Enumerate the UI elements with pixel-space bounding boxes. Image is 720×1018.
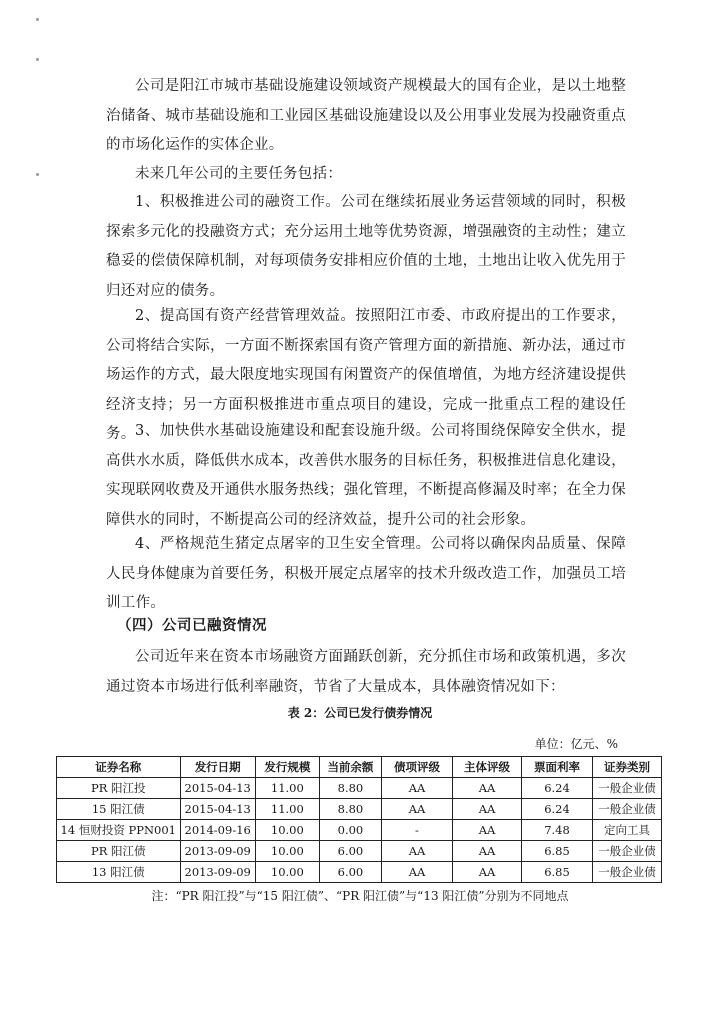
cell-issuer-rating: AA	[452, 862, 521, 883]
paragraph-task-1: 1、积极推进公司的融资工作。公司在继续拓展业务运营领域的同时，积极探索多元化的投融资方式；充分运用土地等优势资源，增强融资的主动性；建立稳妥的偿债保障机制，对每项债务安排相应价值的土地，土地出让收入优先用于归还对应的债务。	[106, 194, 626, 299]
cell-security-name: 13 阳江债	[57, 862, 181, 883]
cell-security-name: 15 阳江债	[57, 799, 181, 820]
table-header-row	[57, 757, 662, 778]
table-row	[57, 799, 662, 820]
cell-security-type: 一般企业债	[592, 799, 661, 820]
cell-issue-rating: AA	[382, 862, 453, 883]
cell-coupon-rate: 6.85	[522, 862, 593, 883]
cell-issue-size: 10.00	[255, 841, 319, 862]
cell-issuer-rating: AA	[452, 778, 521, 799]
cell-issue-rating: -	[382, 820, 453, 841]
cell-current-balance: 0.00	[319, 820, 381, 841]
header-security-type: 证券类别	[592, 757, 661, 778]
cell-security-type: 一般企业债	[592, 841, 661, 862]
header-issuer-rating: 主体评级	[452, 757, 521, 778]
header-issue-size: 发行规模	[255, 757, 319, 778]
cell-current-balance: 8.80	[319, 778, 381, 799]
cell-issue-date: 2014-09-16	[180, 820, 255, 841]
table-row	[57, 862, 662, 883]
header-coupon-rate: 票面利率	[522, 757, 593, 778]
table-row	[57, 841, 662, 862]
cell-issuer-rating: AA	[452, 820, 521, 841]
header-issue-date: 发行日期	[180, 757, 255, 778]
scan-speck	[36, 58, 39, 61]
cell-coupon-rate: 6.24	[522, 778, 593, 799]
cell-issue-size: 11.00	[255, 778, 319, 799]
cell-issuer-rating: AA	[452, 841, 521, 862]
cell-issue-size: 10.00	[255, 820, 319, 841]
cell-issue-size: 10.00	[255, 862, 319, 883]
table-note: 注：“PR 阳江投”与“15 阳江债”、“PR 阳江债”与“13 阳江债”分别为不同地点	[151, 889, 569, 903]
cell-issue-date: 2015-04-13	[180, 778, 255, 799]
scan-speck	[36, 173, 39, 176]
header-security-name: 证券名称	[57, 757, 181, 778]
paragraph-company-profile: 公司是阳江市城市基础设施建设领域资产规模最大的国有企业，是以土地整治储备、城市基础设施和工业园区基础设施建设以及公用事业发展为投融资重点的市场化运作的实体企业。	[106, 78, 626, 153]
header-current-balance: 当前余额	[319, 757, 381, 778]
cell-security-type: 一般企业债	[592, 862, 661, 883]
cell-issue-size: 11.00	[255, 799, 319, 820]
cell-current-balance: 8.80	[319, 799, 381, 820]
cell-issue-rating: AA	[382, 841, 453, 862]
cell-issue-rating: AA	[382, 778, 453, 799]
table-row	[57, 778, 662, 799]
cell-coupon-rate: 6.24	[522, 799, 593, 820]
header-issue-rating: 债项评级	[382, 757, 453, 778]
paragraph-task-2: 2、提高国有资产经营管理效益。按照阳江市委、市政府提出的工作要求，公司将结合实际，一方面不断探索国有资产管理方面的新措施、新办法，通过市场运作的方式，最大限度地实现国有闲置资产的保值增值，为地方经济建设提供经济支持；另一方面积极推进市重点项目的建设，完成一批重点工程的建设任务。	[106, 308, 626, 442]
bond-table	[56, 756, 662, 883]
cell-current-balance: 6.00	[319, 841, 381, 862]
paragraph-financing-intro: 公司近年来在资本市场融资方面踊跃创新，充分抓住市场和政策机遇，多次通过资本市场进行低利率融资，节省了大量成本，具体融资情况如下：	[106, 649, 626, 695]
section-heading: （四）公司已融资情况	[117, 617, 267, 634]
cell-security-type: 一般企业债	[592, 778, 661, 799]
cell-issue-date: 2013-09-09	[180, 862, 255, 883]
cell-issue-date: 2015-04-13	[180, 799, 255, 820]
table-unit: 单位：亿元、%	[534, 737, 618, 751]
cell-security-type: 定向工具	[592, 820, 661, 841]
scan-speck	[36, 18, 39, 21]
cell-security-name: PR 阳江债	[57, 841, 181, 862]
cell-current-balance: 6.00	[319, 862, 381, 883]
cell-security-name: 14 恒财投资 PPN001	[57, 820, 181, 841]
cell-issue-date: 2013-09-09	[180, 841, 255, 862]
table-caption: 表 2：公司已发行债券情况	[287, 706, 433, 720]
cell-coupon-rate: 7.48	[522, 820, 593, 841]
paragraph-tasks-intro: 未来几年公司的主要任务包括：	[135, 166, 343, 182]
paragraph-task-4: 4、严格规范生猪定点屠宰的卫生安全管理。公司将以确保肉品质量、保障人民身体健康为首要任务，积极开展定点屠宰的技术升级改造工作，加强员工培训工作。	[106, 536, 626, 611]
paragraph-task-3: 3、加快供水基础设施建设和配套设施升级。公司将围绕保障安全供水，提高供水水质，降低供水成本，改善供水服务的目标任务，积极推进信息化建设，实现联网收费及开通供水服务热线；强化管理，不断提高修漏及时率；在全力保障供水的同时，不断提高公司的经济效益，提升公司的社会形象。	[106, 423, 626, 528]
cell-coupon-rate: 6.85	[522, 841, 593, 862]
cell-issuer-rating: AA	[452, 799, 521, 820]
cell-security-name: PR 阳江投	[57, 778, 181, 799]
cell-issue-rating: AA	[382, 799, 453, 820]
table-row	[57, 820, 662, 841]
